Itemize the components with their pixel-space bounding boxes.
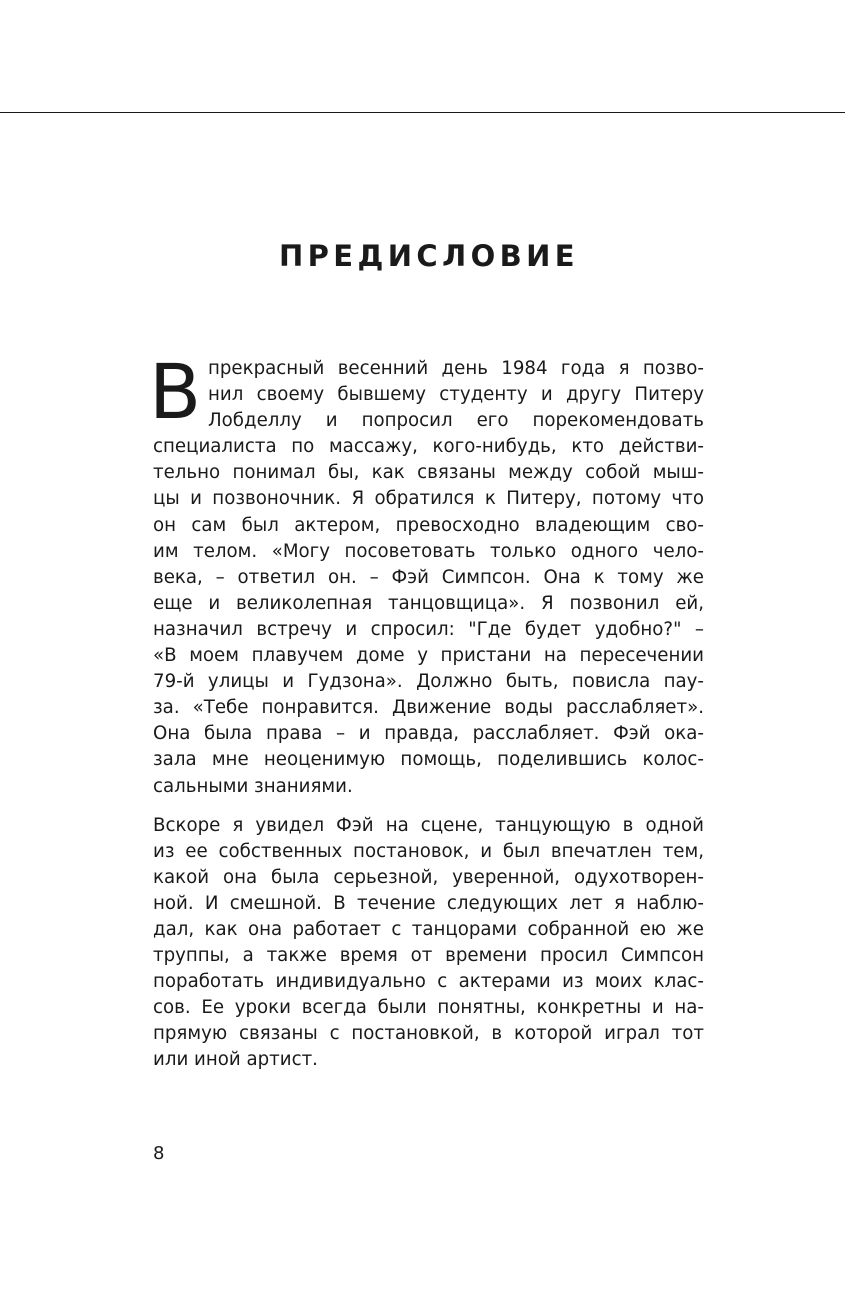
text-line: назначил встречу и спросил: "Где будет удобно?" – [153, 618, 704, 640]
text-line: дал, как она работает с танцорами собранной ею же [153, 918, 704, 940]
text-line: цы и позвоночник. Я обратился к Питеру, потому что [153, 488, 704, 510]
text-line: специалиста по массажу, кого-нибудь, кто действи- [153, 436, 704, 458]
text-line: века, – ответил он. – Фэй Симпсон. Она к тому же [153, 566, 704, 588]
page-number: 8 [153, 1143, 165, 1164]
text-line: Вскоре я увидел Фэй на сцене, танцующую в одной [153, 814, 704, 836]
text-line: сальными знаниями. [153, 775, 353, 797]
drop-cap: В [149, 347, 202, 436]
text-line: труппы, а также время от времени просил Симпсон [153, 945, 704, 967]
text-line: зала мне неоценимую помощь, поделившись колос- [153, 749, 704, 771]
text-line: поработать индивидуально с актерами из моих клас- [153, 971, 704, 993]
text-line: или иной артист. [153, 1049, 318, 1071]
text-line: какой она была серьезной, уверенной, одухотворен- [153, 866, 704, 888]
text-line: Она была права – и правда, расслабляет. Фэй ока- [153, 723, 704, 745]
text-line: им телом. «Могу посоветовать только одного чело- [153, 540, 704, 562]
text-line: еще и великолепная танцовщица». Я позвонил ей, [153, 592, 704, 614]
text-line: ной. И смешной. В течение следующих лет я наблю- [153, 892, 704, 914]
body-text [149, 347, 704, 1074]
text-line: из ее собственных постановок, и был впечатлен тем, [153, 840, 704, 862]
text-line: тельно понимал бы, как связаны между собой мыш- [153, 462, 704, 484]
text-line: «В моем плавучем доме у пристани на пересечении [153, 645, 704, 667]
paragraph-1 [149, 347, 704, 800]
paragraph-2 [153, 813, 704, 1074]
text-line: прекрасный весенний день 1984 года я позво- [208, 358, 704, 379]
text-line: Лобделлу и попросил его порекомендовать [208, 410, 704, 432]
header-rule [0, 112, 845, 113]
text-line: нил своему бывшему студенту и другу Питеру [208, 384, 704, 406]
chapter-title: ПРЕДИСЛОВИЕ [278, 239, 580, 273]
text-line: 79-й улицы и Гудзона». Должно быть, повисла пау- [153, 671, 704, 693]
text-line: он сам был актером, превосходно владеющим сво- [153, 514, 704, 536]
text-line: за. «Тебе понравится. Движение воды расслабляет». [153, 697, 704, 719]
text-line: сов. Ее уроки всегда были понятны, конкретны и на- [153, 997, 704, 1019]
text-line: прямую связаны с постановкой, в которой играл тот [153, 1023, 704, 1045]
